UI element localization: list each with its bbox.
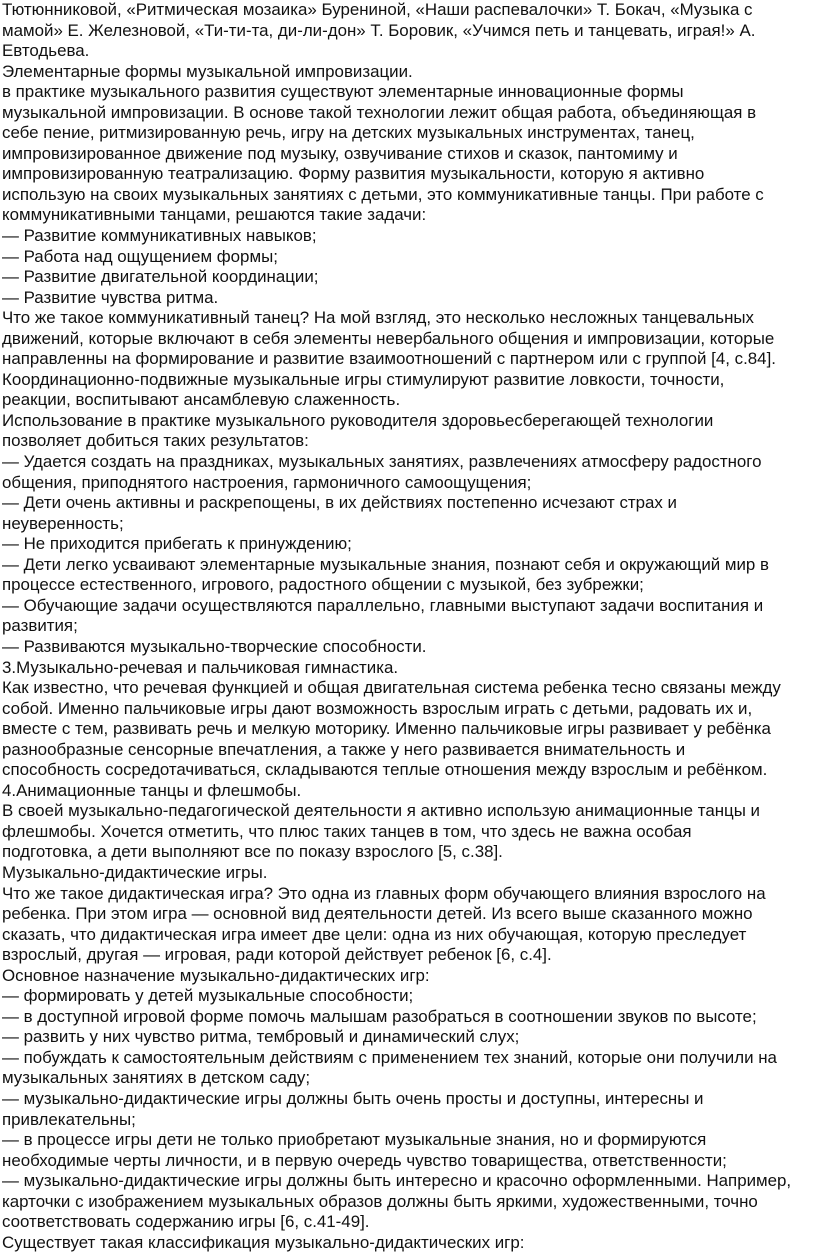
text-line: Музыкально-дидактические игры. (2, 862, 268, 882)
text-line: Евтодьева. (2, 41, 90, 61)
text-line: импровизированную театрализацию. Форму развития музыкальности, которую я активно (2, 164, 705, 184)
text-line: — музыкально-дидактические игры должны быть очень просты и доступны, интересны и (2, 1088, 704, 1108)
text-line: — Развитие чувства ритма. (2, 287, 219, 307)
text-line: флешмобы. Хочется отметить, что плюс таких танцев в том, что здесь не важна особая (2, 821, 692, 841)
text-line: сказать, что дидактическая игра имеет две цели: одна из них обучающая, которую преследует (2, 924, 747, 944)
text-line: способность сосредотачиваться, складываются теплые отношения между взрослым и ребёнком. (2, 760, 768, 780)
text-line: — формировать у детей музыкальные способности; (2, 986, 414, 1006)
text-line: 3.Музыкально-речевая и пальчиковая гимнастика. (2, 657, 399, 677)
text-line: неуверенность; (2, 513, 124, 533)
text-line: в практике музыкального развития существуют элементарные инновационные формы (2, 82, 684, 102)
text-line: развития; (2, 616, 78, 636)
text-line: 4.Анимационные танцы и флешмобы. (2, 780, 302, 800)
text-line: подготовка, а дети выполняют все по показу взрослого [5, с.38]. (2, 842, 503, 862)
text-line: — Дети очень активны и раскрепощены, в их действиях постепенно исчезают страх и (2, 493, 677, 513)
text-line: — Работа над ощущением формы; (2, 246, 278, 266)
text-line: привлекательны; (2, 1109, 136, 1129)
text-line: музыкальной импровизации. В основе такой технологии лежит общая работа, объединяющая в (2, 102, 757, 122)
text-line: необходимые черты личности, и в первую очередь чувство товарищества, ответственности; (2, 1150, 727, 1170)
text-line: мамой» Е. Железновой, «Ти-ти-та, ди-ли-дон» Т. Боровик, «Учимся петь и танцевать, играя!» А. (2, 20, 756, 40)
text-line: Существует такая классификация музыкально-дидактических игр: (2, 1232, 525, 1252)
text-line: реакции, воспитывают ансамблевую слаженность. (2, 390, 401, 410)
text-line: разнообразные сенсорные впечатления, а также у него развивается внимательность и (2, 739, 686, 759)
text-line: себе пение, ритмизированную речь, игру на детских музыкальных инструментах, танец, (2, 123, 695, 143)
text-line: Элементарные формы музыкальной импровизации. (2, 61, 413, 81)
text-line: карточки с изображением музыкальных образов должны быть яркими, художественными, точно (2, 1191, 758, 1211)
text-line: позволяет добиться таких результатов: (2, 431, 309, 451)
text-line: общения, приподнятого настроения, гармоничного самоощущения; (2, 472, 532, 492)
text-line: Как известно, что речевая функцией и общая двигательная система ребенка тесно связаны между (2, 678, 781, 698)
text-line: процессе естественного, игрового, радостного общении с музыкой, без зубрежки; (2, 575, 644, 595)
text-line: — развить у них чувство ритма, тембровый и динамический слух; (2, 1027, 520, 1047)
text-line: — Обучающие задачи осуществляются параллельно, главными выступают задачи воспитания и (2, 595, 764, 615)
text-line: соответствовать содержанию игры [6, с.41-49]. (2, 1212, 370, 1232)
text-line: импровизированное движение под музыку, озвучивание стихов и сказок, пантомиму и (2, 143, 678, 163)
text-line: — побуждать к самостоятельным действиям с применением тех знаний, которые они получили на (2, 1047, 777, 1067)
text-line: взрослый, другая — игровая, ради которой действует ребенок [6, с.4]. (2, 945, 552, 965)
text-line: — Развитие двигательной координации; (2, 267, 319, 287)
text-line: Основное назначение музыкально-дидактических игр: (2, 965, 430, 985)
text-line: — Развиваются музыкально-творческие способности. (2, 636, 427, 656)
text-line: — в процессе игры дети не только приобретают музыкальные знания, но и формируются (2, 1130, 707, 1150)
text-line: собой. Именно пальчиковые игры дают возможность взрослым играть с детьми, радовать их и, (2, 698, 753, 718)
text-line: музыкальных занятиях в детском саду; (2, 1068, 311, 1088)
text-line: — Не приходится прибегать к принуждению; (2, 534, 352, 554)
text-line: — в доступной игровой форме помочь малышам разобраться в соотношении звуков по высоте; (2, 1006, 757, 1026)
text-line: В своей музыкально-педагогической деятельности я активно использую анимационные танцы и (2, 801, 760, 821)
text-line: Тютюнниковой, «Ритмическая мозаика» Бурениной, «Наши распевалочки» Т. Бокач, «Музыка с (2, 0, 753, 19)
text-line: вместе с тем, развивать речь и мелкую моторику. Именно пальчиковые игры развивает у ребёнка (2, 719, 771, 739)
text-line: Что же такое коммуникативный танец? На мой взгляд, это несколько несложных танцевальных (2, 308, 754, 328)
text-line: коммуникативными танцами, решаются такие задачи: (2, 205, 427, 225)
text-line: использую на своих музыкальных занятиях с детьми, это коммуникативные танцы. При работе с (2, 184, 764, 204)
text-line: движений, которые включают в себя элементы невербального общения и импровизации, которые (2, 328, 775, 348)
text-line: Использование в практике музыкального руководителя здоровьесберегающей технологии (2, 410, 714, 430)
text-line: Что же такое дидактическая игра? Это одна из главных форм обучающего влияния взрослого на (2, 883, 766, 903)
text-line: — Удается создать на праздниках, музыкальных занятиях, развлечениях атмосферу радостного (2, 452, 762, 472)
text-line: — Развитие коммуникативных навыков; (2, 226, 317, 246)
text-line: ребенка. При этом игра — основной вид деятельности детей. Из всего выше сказанного можно (2, 904, 753, 924)
text-line: — Дети легко усваивают элементарные музыкальные знания, познают себя и окружающий мир в (2, 554, 769, 574)
text-line: — музыкально-дидактические игры должны быть интересно и красочно оформленными. Например, (2, 1171, 792, 1191)
text-line: Координационно-подвижные музыкальные игры стимулируют развитие ловкости, точности, (2, 369, 725, 389)
text-line: направленны на формирование и развитие взаимоотношений с партнером или с группой [4, с.84]. (2, 349, 776, 369)
